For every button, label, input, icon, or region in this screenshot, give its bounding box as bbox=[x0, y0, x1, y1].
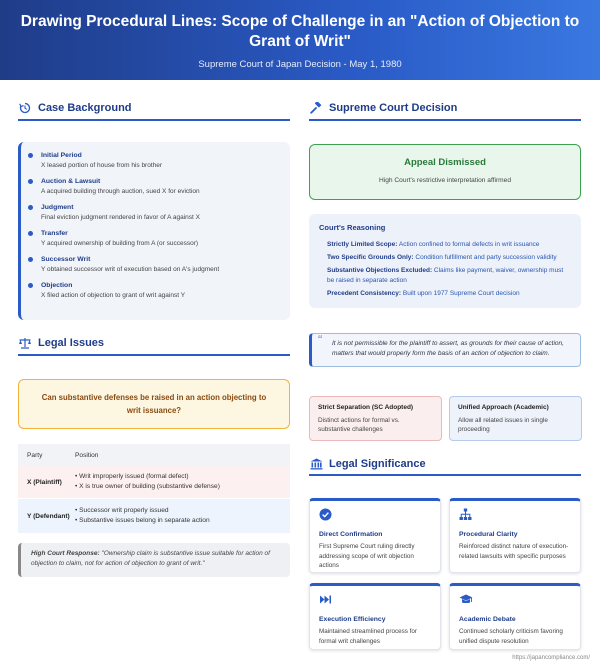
timeline-item: Judgment Final eviction judgment rendered in favor of A against X bbox=[41, 202, 282, 223]
case-background-heading: Case Background bbox=[18, 101, 132, 115]
table-header-party: Party bbox=[27, 451, 43, 459]
key-question-box bbox=[18, 379, 290, 429]
page-title: Drawing Procedural Lines: Scope of Challenge in an "Action of Objection to Grant of Writ" bbox=[20, 13, 580, 50]
timeline-dot bbox=[28, 257, 33, 262]
reasoning-item: Two Specific Grounds Only: Condition fulfillment and party succession validity bbox=[327, 254, 557, 261]
check-circle-icon bbox=[319, 508, 332, 521]
timeline-dot bbox=[28, 153, 33, 158]
section-divider bbox=[18, 354, 290, 356]
case-timeline bbox=[18, 142, 290, 320]
significance-card: Direct Confirmation First Supreme Court ruling directly addressing scope of writ objection actions bbox=[309, 498, 441, 573]
timeline-dot bbox=[28, 231, 33, 236]
position-cell: • Successor writ properly issued • Substantive issues belong in separate action bbox=[75, 507, 210, 524]
reasoning-item: Substantive Objections Excluded: Claims like payment, waiver, ownership must be raised in separate action bbox=[327, 267, 564, 284]
timeline-item: Objection X filed action of objection to grant of writ against Y bbox=[41, 280, 282, 301]
party-cell: X (Plaintiff) bbox=[27, 478, 62, 486]
party-positions-table bbox=[18, 444, 290, 533]
decision-quote: “ It is not permissible for the plaintiff to assert, as grounds for their cause of action, matters that would properly form the basis of an action of objection to claim. bbox=[309, 333, 581, 367]
table-row bbox=[18, 466, 290, 498]
court-reasoning-box bbox=[309, 214, 581, 308]
decision-result: Appeal Dismissed bbox=[404, 157, 486, 168]
legal-issues-heading: Legal Issues bbox=[18, 336, 104, 350]
page-subtitle: Supreme Court of Japan Decision - May 1, 1980 bbox=[198, 59, 402, 70]
key-question: Can substantive defenses be raised in an action objecting to writ issuance? bbox=[41, 393, 267, 415]
scales-icon bbox=[18, 336, 32, 350]
party-cell: Y (Defendant) bbox=[27, 512, 70, 520]
timeline-dot bbox=[28, 179, 33, 184]
timeline-dot bbox=[28, 283, 33, 288]
decision-result-sub: High Court's restrictive interpretation affirmed bbox=[379, 177, 511, 184]
decision-result-box bbox=[309, 144, 581, 200]
timeline-item: Auction & Lawsuit A acquired building through auction, sued X for eviction bbox=[41, 176, 282, 197]
page-header bbox=[0, 0, 600, 80]
timeline-item: Transfer Y acquired ownership of building from A (or successor) bbox=[41, 228, 282, 249]
approach-strict-separation: Strict Separation (SC Adopted) Distinct actions for formal vs. substantive challenges bbox=[309, 396, 442, 441]
table-row bbox=[18, 499, 290, 533]
timeline-item: Successor Writ Y obtained successor writ of execution based on A's judgment bbox=[41, 254, 282, 275]
gavel-icon bbox=[309, 101, 323, 115]
significance-card: Execution Efficiency Maintained streamlined process for formal writ challenges bbox=[309, 583, 441, 650]
section-divider bbox=[309, 119, 581, 121]
legal-significance-heading: Legal Significance bbox=[309, 457, 426, 471]
section-divider bbox=[309, 474, 581, 476]
approach-unified: Unified Approach (Academic) Allow all related issues in single proceeding bbox=[449, 396, 582, 441]
position-cell: • Writ improperly issued (formal defect) • X is true owner of building (substantive defense) bbox=[75, 473, 220, 490]
section-divider bbox=[18, 119, 290, 121]
significance-card: Procedural Clarity Reinforced distinct nature of execution-related lawsuits with specific purposes bbox=[449, 498, 581, 573]
quote-mark-icon: “ bbox=[318, 332, 323, 347]
table-header-row bbox=[18, 444, 290, 466]
history-icon bbox=[18, 101, 32, 115]
timeline-dot bbox=[28, 205, 33, 210]
fast-forward-icon bbox=[319, 593, 332, 606]
supreme-court-decision-heading: Supreme Court Decision bbox=[309, 101, 457, 115]
graduation-cap-icon bbox=[459, 593, 472, 606]
table-header-position: Position bbox=[75, 451, 99, 459]
reasoning-item: Strictly Limited Scope: Action confined to formal defects in writ issuance bbox=[327, 241, 540, 248]
high-court-quote: High Court Response: "Ownership claim is substantive issue suitable for action of objection to claim, not for action of objection to grant of writ." bbox=[18, 543, 290, 577]
court-reasoning-title: Court's Reasoning bbox=[319, 223, 386, 232]
reasoning-item: Precedent Consistency: Built upon 1977 Supreme Court decision bbox=[327, 290, 520, 297]
footer-url: https://japancompliance.com/ bbox=[512, 655, 590, 661]
timeline-item: Initial Period X leased portion of house from his brother bbox=[41, 150, 282, 171]
significance-card: Academic Debate Continued scholarly criticism favoring unified dispute resolution bbox=[449, 583, 581, 650]
sitemap-icon bbox=[459, 508, 472, 521]
courthouse-icon bbox=[309, 457, 323, 471]
